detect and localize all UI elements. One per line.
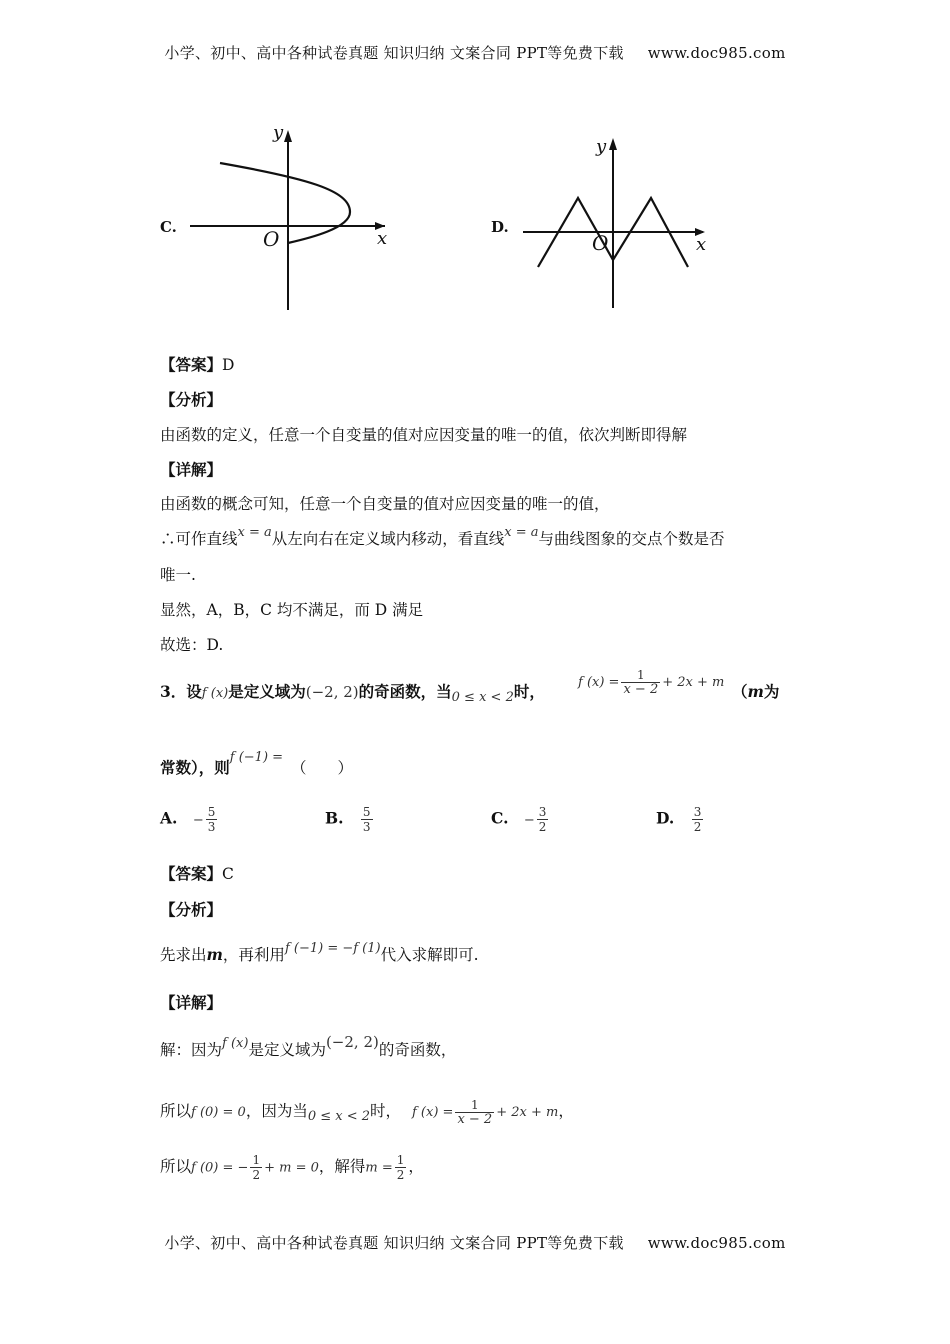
q3-detail-tag: 【详解】 <box>160 993 223 1012</box>
q3-t6: 常数），则 <box>160 758 230 777</box>
graph-c-origin: O <box>263 227 280 251</box>
header-text: 小学、初中、高中各种试卷真题 知识归纳 文案合同 PPT等免费下载 <box>164 44 624 62</box>
header-site: www.doc985.com <box>647 44 786 62</box>
q3-stem <box>160 680 545 705</box>
q3-frac-den: x − 2 <box>623 682 659 697</box>
q3-analysis-m: m <box>206 945 223 964</box>
q3-f-neg1: f (−1) = <box>229 750 284 765</box>
q3-analysis-a: 先求出 <box>160 946 207 964</box>
q2-detail-3: 唯一. <box>160 566 196 584</box>
page-footer <box>0 1232 950 1253</box>
option-c-num: 3 <box>538 805 547 819</box>
option-b-frac <box>361 805 373 834</box>
graph-d <box>518 130 718 315</box>
graph-d-y-label: y <box>596 136 607 157</box>
q3-d2-frac-den: x − 2 <box>457 1112 493 1127</box>
q3-d1-c: 的奇函数， <box>378 1041 457 1059</box>
option-a-label: A. <box>160 808 178 828</box>
q3-analysis-c: 代入求解即可. <box>380 946 479 964</box>
page-header <box>0 42 950 63</box>
line-x-eq-a-2: x = a <box>504 525 539 540</box>
q3-frac-num: 1 <box>637 668 645 682</box>
q3-d1-fx: f (x) <box>222 1036 249 1051</box>
q3-t5: 为 <box>763 682 780 701</box>
q2-answer-value: D <box>222 356 235 374</box>
q3-d2-cond: 0 ≤ x < 2 <box>307 1109 371 1124</box>
option-d-den: 2 <box>693 820 702 834</box>
q3-number: 3．设 <box>160 682 202 701</box>
q3-d2-c: 时， <box>370 1102 402 1120</box>
q2-answer <box>160 353 234 375</box>
option-b-label: B. <box>325 808 344 828</box>
q2-detail-1: 由函数的概念可知，任意一个自变量的值对应因变量的唯一的值， <box>160 495 610 513</box>
q3-stem-tail <box>732 680 779 702</box>
q3-analysis-math: f (−1) = −f (1) <box>284 941 381 956</box>
q3-rest: + 2x + m <box>662 675 725 690</box>
q3-detail-2 <box>160 1098 574 1127</box>
option-a-den: 3 <box>207 820 216 834</box>
q3-detail-3 <box>160 1153 424 1182</box>
q3-stem-2 <box>160 750 354 778</box>
graph-c-x-label: x <box>377 228 388 249</box>
graph-d-y-arrow <box>609 138 617 150</box>
q3-d3-c: ， <box>408 1157 424 1176</box>
q3-d2-feq: f (x) = <box>411 1105 454 1120</box>
option-d-frac <box>692 805 704 834</box>
q3-domain: (−2, 2) <box>305 683 359 701</box>
q3-d2-math: f (0) = 0 <box>191 1105 246 1120</box>
q3-option-d[interactable] <box>656 805 705 834</box>
q3-fx: f (x) <box>201 686 229 701</box>
q3-d3-b: ，解得 <box>318 1157 366 1176</box>
q3-frac <box>621 668 660 697</box>
option-c-den: 2 <box>538 820 547 834</box>
q3-d3-m-frac <box>395 1153 407 1182</box>
option-d-num: 3 <box>693 805 702 819</box>
option-d-label: D. <box>656 808 675 828</box>
q2-analysis-tag: 【分析】 <box>160 390 223 409</box>
q3-d3-m: m = <box>365 1160 393 1176</box>
q3-t3: 时， <box>513 682 545 701</box>
graph-c <box>185 120 395 315</box>
q3-f-eq: f (x) = <box>578 675 620 690</box>
q3-d3-frac-num: 1 <box>252 1153 261 1167</box>
graph-c-y-arrow <box>284 130 292 142</box>
option-b-den: 3 <box>362 820 371 834</box>
q3-d3-m-den: 2 <box>396 1168 405 1182</box>
q3-analysis-b: ，再利用 <box>222 946 285 964</box>
q2-answer-tag: 【答案】 <box>160 355 223 374</box>
q3-answer-value: C <box>222 865 234 883</box>
option-a-sign: − <box>192 812 204 828</box>
q3-d3-a: 所以 <box>160 1157 192 1176</box>
q3-d2-function <box>411 1098 559 1127</box>
q3-answer-tag: 【答案】 <box>160 864 223 883</box>
option-b-num: 5 <box>362 805 371 819</box>
option-c-label: C. <box>491 808 509 828</box>
option-a-frac <box>206 805 218 834</box>
q2-detail-2 <box>160 527 725 549</box>
graph-d-label: D. <box>491 218 509 236</box>
q3-answer <box>160 862 234 884</box>
q2-detail-4: 显然，A，B，C 均不满足，而 D 满足 <box>160 601 424 619</box>
q3-d1-domain: (−2, 2) <box>325 1033 379 1051</box>
q3-d2-frac <box>455 1098 494 1127</box>
q3-cond: 0 ≤ x < 2 <box>451 690 514 705</box>
q3-d3-frac-den: 2 <box>252 1168 261 1182</box>
q3-d2-b: ，因为当 <box>245 1102 308 1120</box>
q3-d1-a: 解：因为 <box>160 1041 223 1059</box>
q3-option-c[interactable] <box>491 805 550 834</box>
graph-c-label: C. <box>160 218 177 236</box>
q3-function <box>578 668 724 697</box>
q3-d3-math2: + m = 0 <box>264 1160 319 1176</box>
q3-analysis <box>160 943 479 965</box>
option-c-frac <box>537 805 549 834</box>
line-x-eq-a-1: x = a <box>237 525 272 540</box>
graph-c-y-label: y <box>273 122 284 143</box>
graph-d-origin: O <box>592 231 609 255</box>
q3-d2-a: 所以 <box>160 1102 192 1120</box>
q2-detail-2c: 与曲线图象的交点个数是否 <box>538 530 725 548</box>
q3-d2-frac-num: 1 <box>471 1098 479 1112</box>
footer-site: www.doc985.com <box>647 1234 786 1252</box>
q2-detail-5: 故选：D. <box>160 636 224 654</box>
q3-d2-rest: + 2x + m <box>496 1105 559 1120</box>
q3-detail-1 <box>160 1033 457 1060</box>
q3-t2: 的奇函数，当 <box>358 682 452 701</box>
q3-m: m <box>747 682 764 701</box>
q3-option-b[interactable] <box>325 805 375 834</box>
graph-d-x-label: x <box>696 234 707 255</box>
q3-d2-d: ， <box>558 1102 574 1120</box>
q2-detail-2b: 从左向右在定义域内移动，看直线 <box>271 530 505 548</box>
q2-analysis-text: 由函数的定义，任意一个自变量的值对应因变量的唯一的值，依次判断即得解 <box>160 426 688 444</box>
q3-paren: （ ） <box>291 759 354 777</box>
graph-c-curve <box>220 163 350 243</box>
q3-d1-b: 是定义域为 <box>248 1041 326 1059</box>
q3-t4: （ <box>732 682 748 701</box>
q2-detail-tag: 【详解】 <box>160 460 223 479</box>
q3-d3-math1: f (0) = − <box>191 1160 249 1176</box>
q2-detail-2a: ∴可作直线 <box>160 530 238 548</box>
q3-t1: 是定义域为 <box>228 682 306 701</box>
option-a-num: 5 <box>207 805 216 819</box>
footer-text: 小学、初中、高中各种试卷真题 知识归纳 文案合同 PPT等免费下载 <box>164 1234 624 1252</box>
q3-d3-m-num: 1 <box>396 1153 405 1167</box>
option-c-sign: − <box>523 812 535 828</box>
q3-analysis-tag: 【分析】 <box>160 900 223 919</box>
q3-d3-frac <box>250 1153 262 1182</box>
q3-option-a[interactable] <box>160 805 219 834</box>
